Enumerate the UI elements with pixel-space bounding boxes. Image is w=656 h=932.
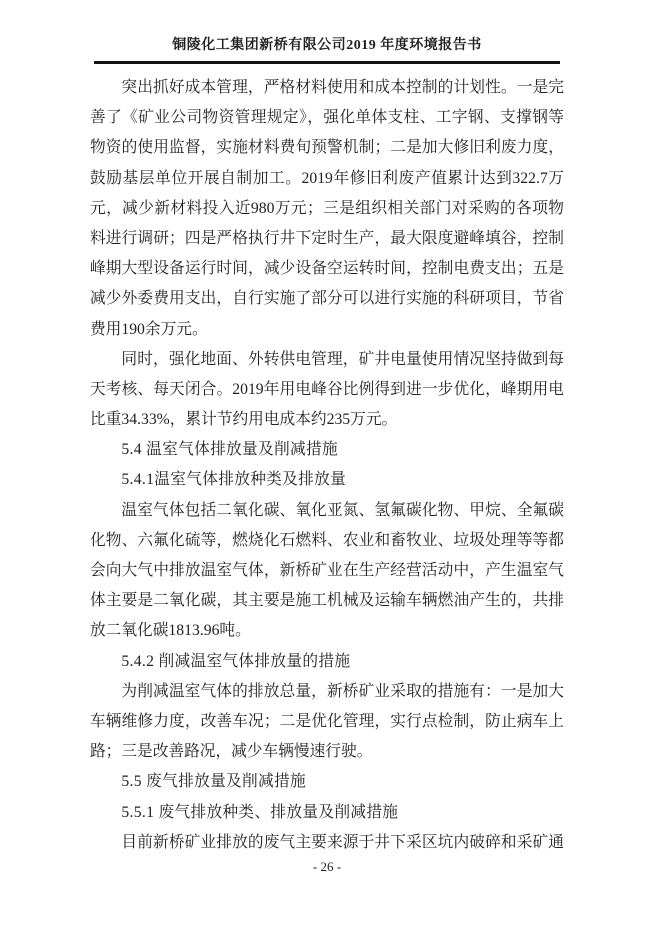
paragraph-line: 峰期大型设备运行时间，减少设备空运转时间，控制电费支出；五是	[90, 260, 564, 278]
document-body	[90, 73, 564, 858]
paragraph-line: 减少外委费用支出，自行实施了部分可以进行实施的科研项目，节省	[90, 290, 564, 308]
paragraph-line: 放二氧化碳1813.96吨。	[90, 622, 251, 640]
paragraph-line: 突出抓好成本管理，严格材料使用和成本控制的计划性。一是完	[121, 79, 564, 96]
paragraph-line: 料进行调研；四是严格执行井下定时生产，最大限度避峰填谷，控制	[90, 229, 564, 247]
paragraph-line: 车辆维修力度，改善车况；二是优化管理，实行点检制，防止病车上	[90, 712, 564, 730]
section-heading: 5.5 废气排放量及削减措施	[121, 773, 306, 791]
paragraph-line: 善了《矿业公司物资管理规定》，强化单体支柱、工字钢、支撑钢等	[90, 109, 564, 127]
paragraph-line: 天考核、每天闭合。2019年用电峰谷比例得到进一步优化，峰期用电	[90, 380, 564, 398]
paragraph-line: 元，减少新材料投入近980万元；三是组织相关部门对采购的各项物	[90, 199, 564, 217]
paragraph-line: 会向大气中排放温室气体，新桥矿业在生产经营活动中，产生温室气	[90, 562, 564, 579]
paragraph-line: 物资的使用监督，实施材料费旬预警机制；二是加大修旧利废力度，	[90, 139, 564, 157]
page-header-title: 铜陵化工集团新桥有限公司2019 年度环境报告书	[172, 38, 482, 53]
paragraph-line: 体主要是二氧化碳，其主要是施工机械及运输车辆燃油产生的，共排	[90, 592, 564, 610]
paragraph-line: 化物、六氟化硫等，燃烧化石燃料、农业和畜牧业、垃圾处理等等都	[90, 531, 564, 549]
section-heading: 5.4.1温室气体排放种类及排放量	[121, 471, 347, 489]
paragraph-line: 比重34.33%，累计节约用电成本约235万元。	[90, 411, 398, 429]
paragraph-line: 路；三是改善路况，减少车辆慢速行驶。	[90, 743, 373, 761]
header-divider-rule	[94, 61, 560, 64]
footer-page-number: - 26 -	[312, 859, 342, 874]
paragraph-line: 温室气体包括二氧化碳、氧化亚氮、氢氟碳化物、甲烷、全氟碳	[121, 501, 564, 519]
section-heading: 5.5.1 废气排放种类、排放量及削减措施	[121, 803, 399, 821]
paragraph-line: 目前新桥矿业排放的废气主要来源于井下采区坑内破碎和采矿通	[121, 833, 564, 851]
section-heading: 5.4 温室气体排放量及削减措施	[121, 441, 338, 459]
paragraph-line: 鼓励基层单位开展自制加工。2019年修旧利废产值累计达到322.7万	[90, 169, 564, 187]
paragraph-line: 同时，强化地面、外转供电管理，矿井电量使用情况坚持做到每	[121, 350, 564, 368]
paragraph-line: 为削减温室气体的排放总量，新桥矿业采取的措施有：一是加大	[121, 682, 564, 700]
paragraph-line: 费用190余万元。	[90, 320, 208, 338]
section-heading: 5.4.2 削减温室气体排放量的措施	[121, 652, 351, 670]
